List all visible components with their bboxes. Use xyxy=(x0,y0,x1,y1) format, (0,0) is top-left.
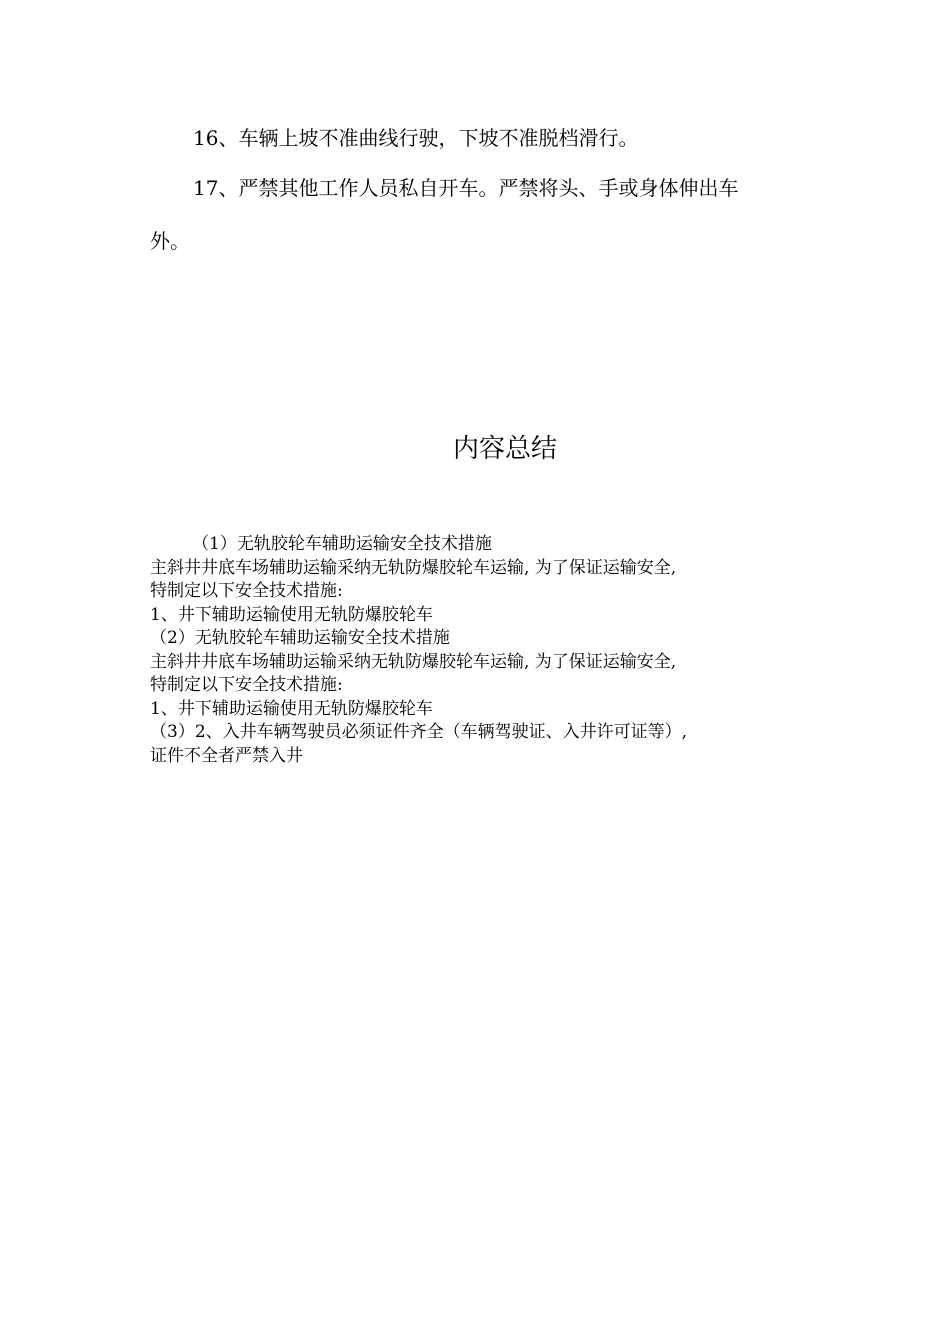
summary-line: 1、井下辅助运输使用无轨防爆胶轮车 xyxy=(150,604,433,625)
summary-line: （1）无轨胶轮车辅助运输安全技术措施 xyxy=(192,534,492,554)
rule-17-continuation: 外。 xyxy=(150,229,190,253)
rule-16-text: 16、车辆上坡不准曲线行驶，下坡不准脱档滑行。 xyxy=(193,126,639,150)
summary-title: 内容总结 xyxy=(452,434,557,464)
rule-17-text: 17、严禁其他工作人员私自开车。严禁将头、手或身体伸出车 xyxy=(193,176,739,200)
summary-line: 证件不全者严禁入井 xyxy=(150,745,303,766)
summary-line: 主斜井井底车场辅助运输采纳无轨防爆胶轮车运输, 为了保证运输安全, xyxy=(150,557,677,578)
summary-line: 特制定以下安全技术措施: xyxy=(150,675,343,695)
summary-line: 特制定以下安全技术措施: xyxy=(150,581,343,601)
summary-line: （3）2、入井车辆驾驶员必须证件齐全（车辆驾驶证、入井许可证等）, xyxy=(150,722,688,742)
summary-line: 主斜井井底车场辅助运输采纳无轨防爆胶轮车运输, 为了保证运输安全, xyxy=(150,651,677,672)
summary-line: （2）无轨胶轮车辅助运输安全技术措施 xyxy=(150,628,450,648)
summary-line: 1、井下辅助运输使用无轨防爆胶轮车 xyxy=(150,698,433,719)
summary-section xyxy=(150,533,810,768)
